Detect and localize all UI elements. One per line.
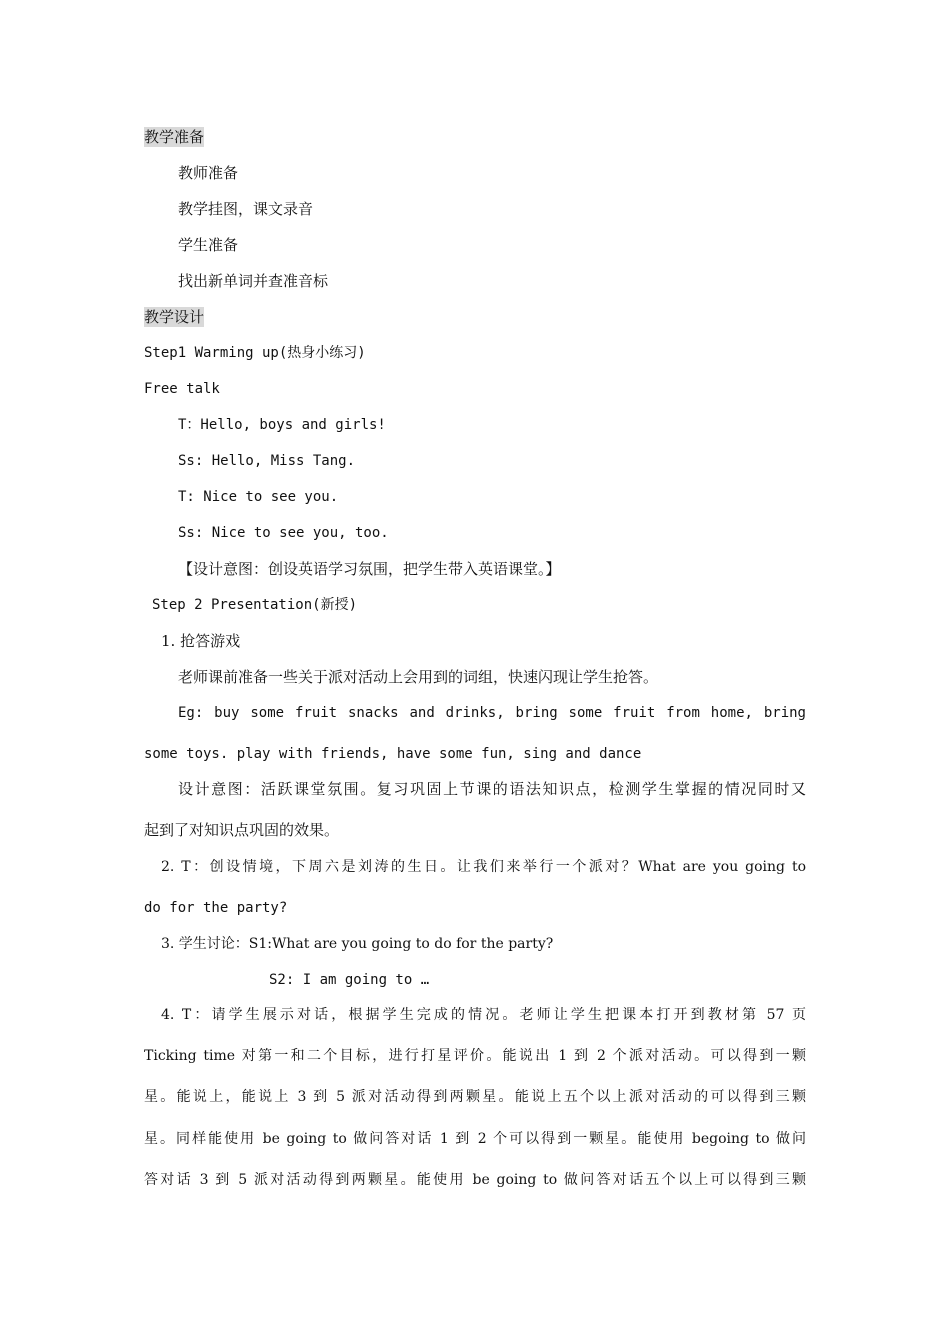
- design-heading: 教学设计: [144, 308, 205, 326]
- design-intent-1: 【设计意图：创设英语学习氛围，把学生带入英语课堂。】: [178, 560, 561, 578]
- student-prep-label: 学生准备: [178, 236, 239, 254]
- prep-heading: 教学准备: [144, 128, 205, 146]
- item1-example-line2: some toys. play with friends, have some fun, sing and dance: [144, 746, 642, 762]
- item3-line2: S2: I am going to …: [269, 972, 430, 988]
- item4-line: 星。能说上，能说上 3 到 5 派对活动得到两颗星。能说上五个以上派对活动的可以得到三颗: [144, 1089, 806, 1105]
- item3-line1: 3. 学生讨论：S1:What are you going to do for the party?: [161, 936, 554, 952]
- item2-line1: 2. T：创设情境，下周六是刘涛的生日。让我们来举行一个派对？What are you going to: [161, 859, 806, 875]
- dialog-line: T：Hello, boys and girls!: [178, 417, 386, 433]
- item4-line: Ticking time 对第一和二个目标，进行打星评价。能说出 1 到 2 个派对活动。可以得到一颗: [144, 1048, 806, 1064]
- step1-title: Step1 Warming up(热身小练习): [144, 345, 366, 361]
- item2-line2: do for the party?: [144, 900, 288, 916]
- item4-line: 答对话 3 到 5 派对活动得到两颗星。能使用 be going to 做问答对话五个以上可以得到三颗: [144, 1172, 806, 1188]
- step2-title: Step 2 Presentation(新授): [152, 597, 358, 613]
- teacher-prep-items: 教学挂图，课文录音: [178, 200, 314, 218]
- item1-intent-line2: 起到了对知识点巩固的效果。: [144, 821, 340, 839]
- teacher-prep-label: 教师准备: [178, 164, 239, 182]
- student-prep-items: 找出新单词并查准音标: [178, 272, 329, 290]
- dialog-line: Ss: Hello, Miss Tang.: [178, 453, 356, 469]
- item4-line: 4. T：请学生展示对话，根据学生完成的情况。老师让学生把课本打开到教材第 57 页: [161, 1007, 806, 1023]
- dialog-line: T: Nice to see you.: [178, 489, 339, 505]
- item1-intent-line1: 设计意图：活跃课堂氛围。复习巩固上节课的语法知识点，检测学生掌握的情况同时又: [178, 780, 806, 798]
- item1-title: 1. 抢答游戏: [161, 632, 241, 650]
- item1-example-line1: Eg: buy some fruit snacks and drinks, bring some fruit from home, bring: [178, 705, 806, 721]
- item4-line: 星。同样能使用 be going to 做问答对话 1 到 2 个可以得到一颗星。能使用 begoing to 做问: [144, 1131, 806, 1147]
- free-talk-label: Free talk: [144, 381, 220, 397]
- dialog-line: Ss: Nice to see you, too.: [178, 525, 389, 541]
- item1-description: 老师课前准备一些关于派对活动上会用到的词组，快速闪现让学生抢答。: [178, 668, 659, 686]
